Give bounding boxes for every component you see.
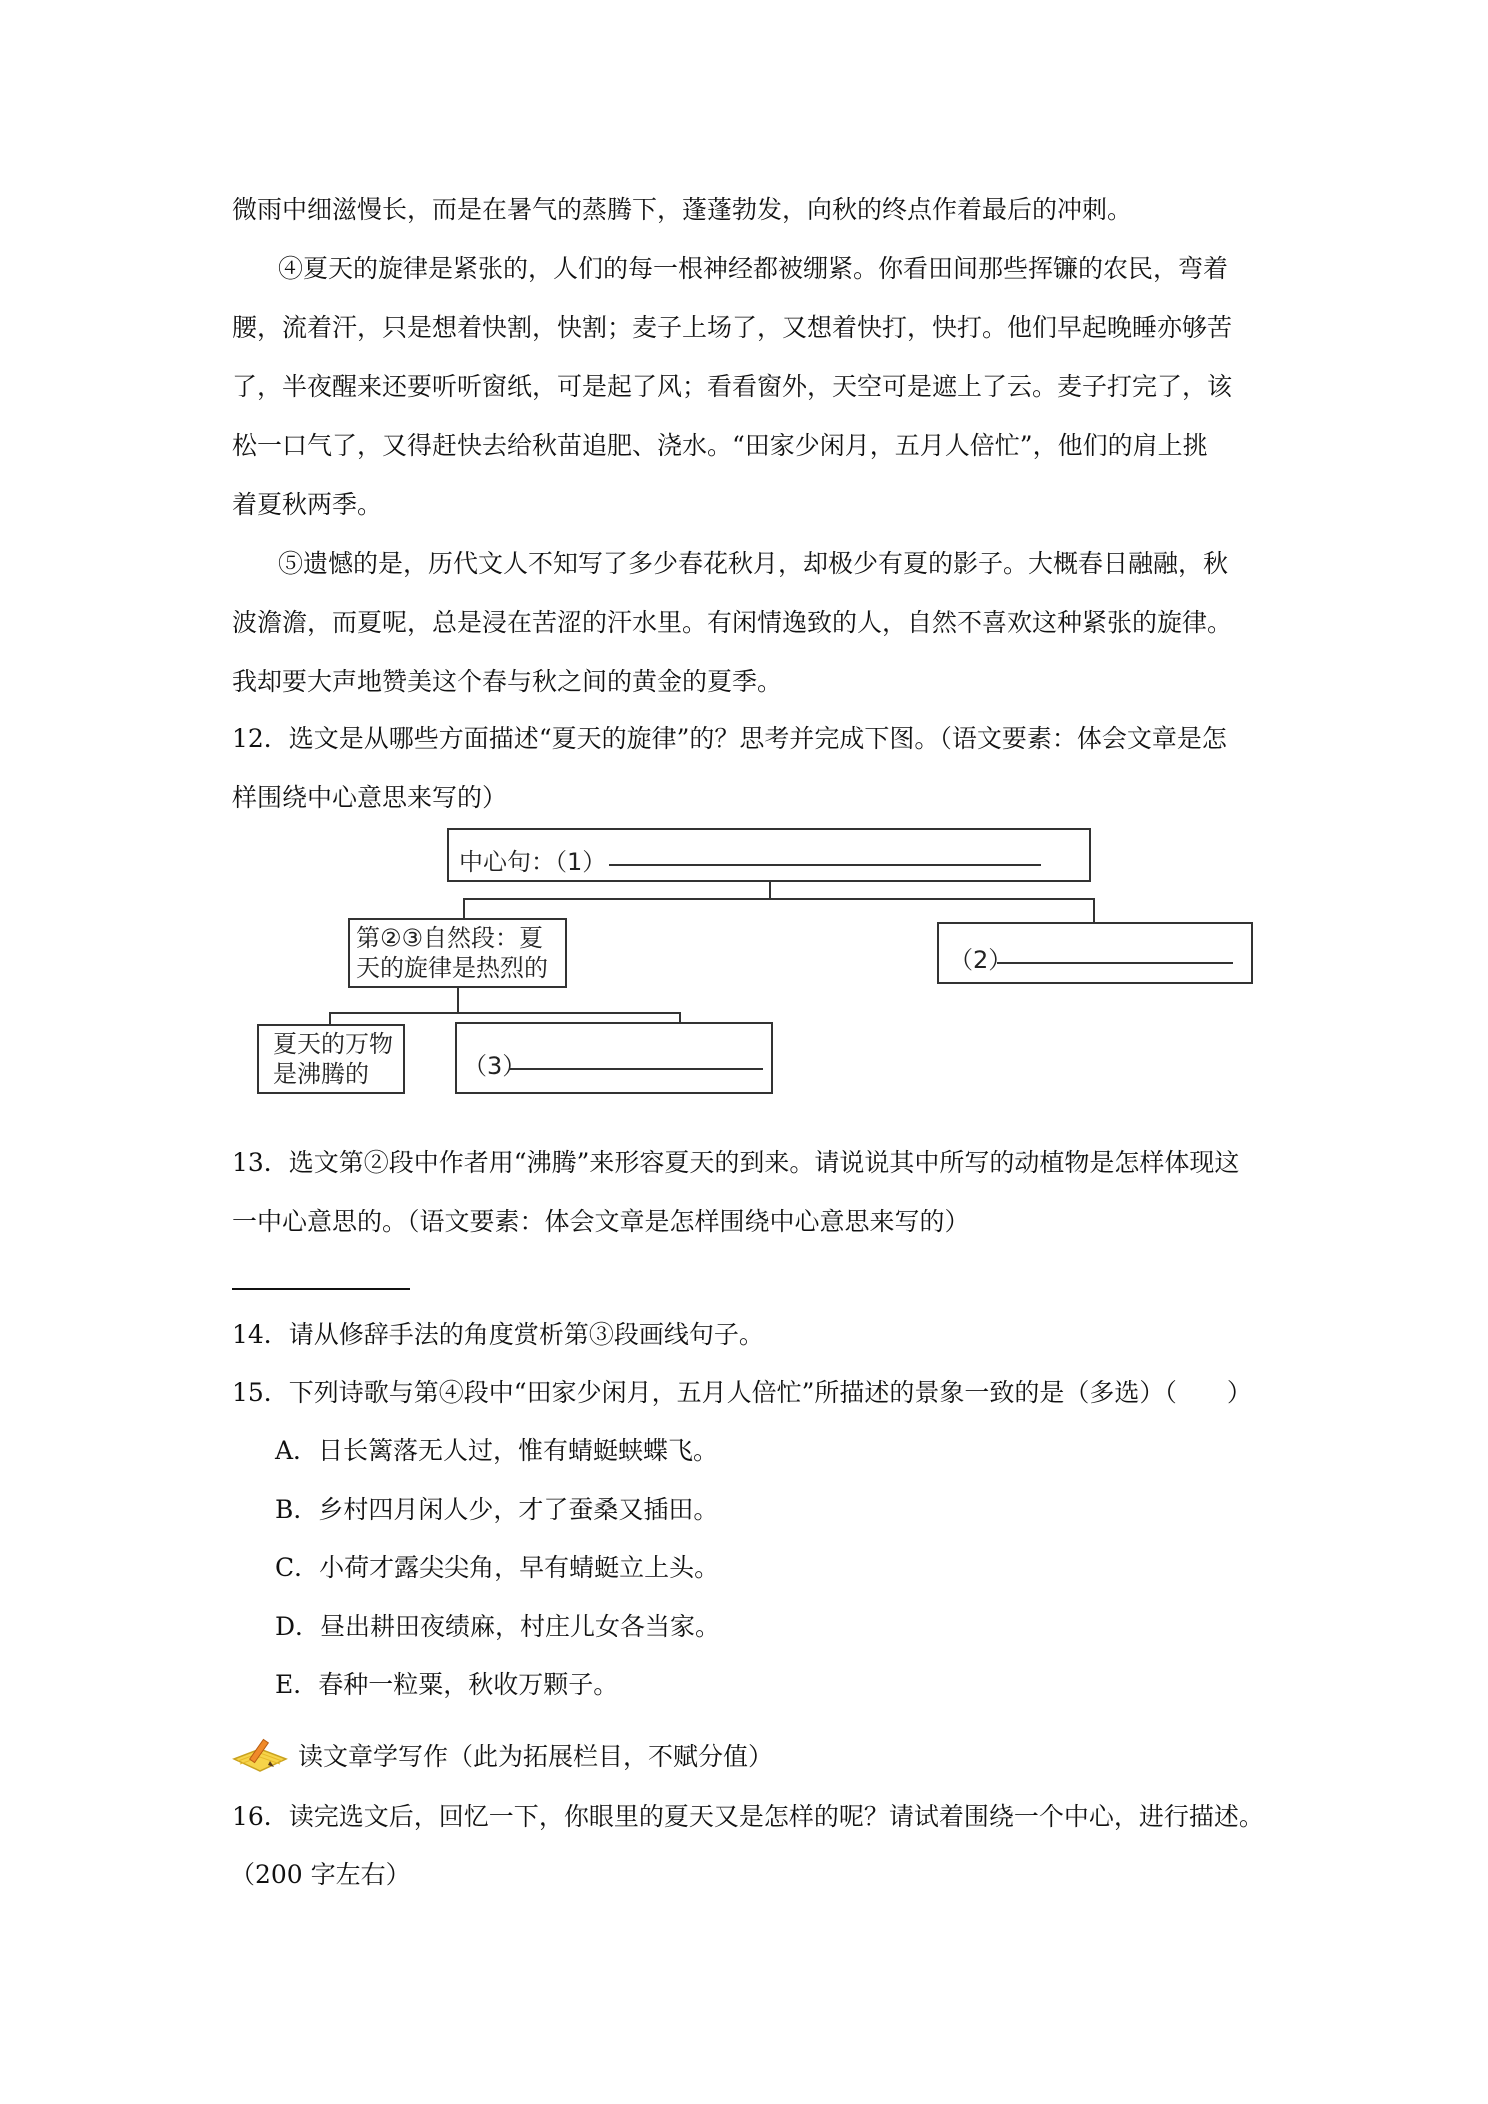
left-box-line: 第②③自然段：夏 — [356, 924, 544, 952]
connector — [329, 1012, 679, 1014]
answer-line-13[interactable] — [232, 1288, 410, 1290]
option-e[interactable]: E．春种一粒粟，秋收万颗子。 — [275, 1670, 619, 1699]
answer-box-3 — [455, 1022, 773, 1094]
question-14: 14．请从修辞手法的角度赏析第③段画线句子。 — [232, 1320, 764, 1349]
everything-boiling-box — [257, 1024, 405, 1094]
answer-box-2-label: （2） — [949, 946, 1013, 974]
passage-p5-line: 波澹澹，而夏呢，总是浸在苦涩的汗水里。有闲情逸致的人，自然不喜欢这种紧张的旋律。 — [232, 608, 1233, 637]
passage-p4-line: 松一口气了，又得赶快去给秋苗追肥、浇水。“田家少闲月，五月人倍忙”，他们的肩上挑 — [232, 431, 1208, 460]
answer-blank-1[interactable] — [609, 864, 1041, 866]
passage-p4-line: 了，半夜醒来还要听听窗纸，可是起了风；看看窗外，天空可是遮上了云。麦子打完了，该 — [232, 372, 1233, 401]
question-12-line: 样围绕中心意思来写的） — [232, 783, 508, 812]
connector — [1093, 898, 1095, 922]
passage-p5-line: 我却要大声地赞美这个春与秋之间的黄金的夏季。 — [232, 667, 783, 696]
answer-box-3-label: （3） — [463, 1052, 527, 1080]
question-16-line: （200 字左右） — [230, 1860, 411, 1889]
question-16-line: 16．读完选文后，回忆一下，你眼里的夏天又是怎样的呢？请试着围绕一个中心，进行描述。 — [232, 1802, 1264, 1831]
center-sentence-label: 中心句：（1） — [459, 848, 607, 876]
passage-line: 微雨中细滋慢长，而是在暑气的蒸腾下，蓬蓬勃发，向秋的终点作着最后的冲刺。 — [232, 195, 1133, 224]
connector — [457, 988, 459, 1012]
connector — [769, 882, 771, 898]
connector — [463, 898, 1093, 900]
connector — [463, 898, 465, 918]
question-15-stem: 15．下列诗歌与第④段中“田家少闲月，五月人倍忙”所描述的景象一致的是（多选）（ ） — [232, 1378, 1252, 1407]
answer-blank-2[interactable] — [997, 962, 1233, 964]
bottom-left-line: 是沸腾的 — [273, 1060, 369, 1088]
option-c[interactable]: C．小荷才露尖尖角，早有蜻蜓立上头。 — [275, 1553, 720, 1582]
answer-blank-3[interactable] — [509, 1068, 763, 1070]
option-d[interactable]: D．昼出耕田夜绩麻，村庄儿女各当家。 — [275, 1612, 721, 1641]
left-box-line: 天的旋律是热烈的 — [356, 954, 548, 982]
bottom-left-line: 夏天的万物 — [273, 1030, 393, 1058]
question-13-line: 一中心意思的。（语文要素：体会文章是怎样围绕中心意思来写的） — [232, 1207, 970, 1236]
answer-box-2 — [937, 922, 1253, 984]
center-sentence-box — [447, 828, 1091, 882]
section-title: 读文章学写作（此为拓展栏目，不赋分值） — [298, 1742, 774, 1771]
passage-p4-line: ④夏天的旋律是紧张的，人们的每一根神经都被绷紧。你看田间那些挥镰的农民，弯着 — [278, 254, 1229, 283]
option-a[interactable]: A．日长篱落无人过，惟有蜻蜓蛱蝶飞。 — [275, 1436, 719, 1465]
pencil-notebook-icon — [230, 1737, 290, 1777]
question-12-line: 12．选文是从哪些方面描述“夏天的旋律”的？思考并完成下图。（语文要素：体会文章是怎 — [232, 724, 1227, 753]
passage-p5-line: ⑤遗憾的是，历代文人不知写了多少春花秋月，却极少有夏的影子。大概春日融融，秋 — [278, 549, 1229, 578]
passage-p4-line: 着夏秋两季。 — [232, 490, 383, 519]
option-b[interactable]: B．乡村四月闲人少，才了蚕桑又插田。 — [275, 1495, 719, 1524]
passage-p4-line: 腰，流着汗，只是想着快割，快割；麦子上场了，又想着快打，快打。他们早起晚睡亦够苦 — [232, 313, 1233, 342]
question-13-line: 13．选文第②段中作者用“沸腾”来形容夏天的到来。请说说其中所写的动植物是怎样体现这 — [232, 1148, 1240, 1177]
paragraph-2-3-box — [348, 918, 567, 988]
